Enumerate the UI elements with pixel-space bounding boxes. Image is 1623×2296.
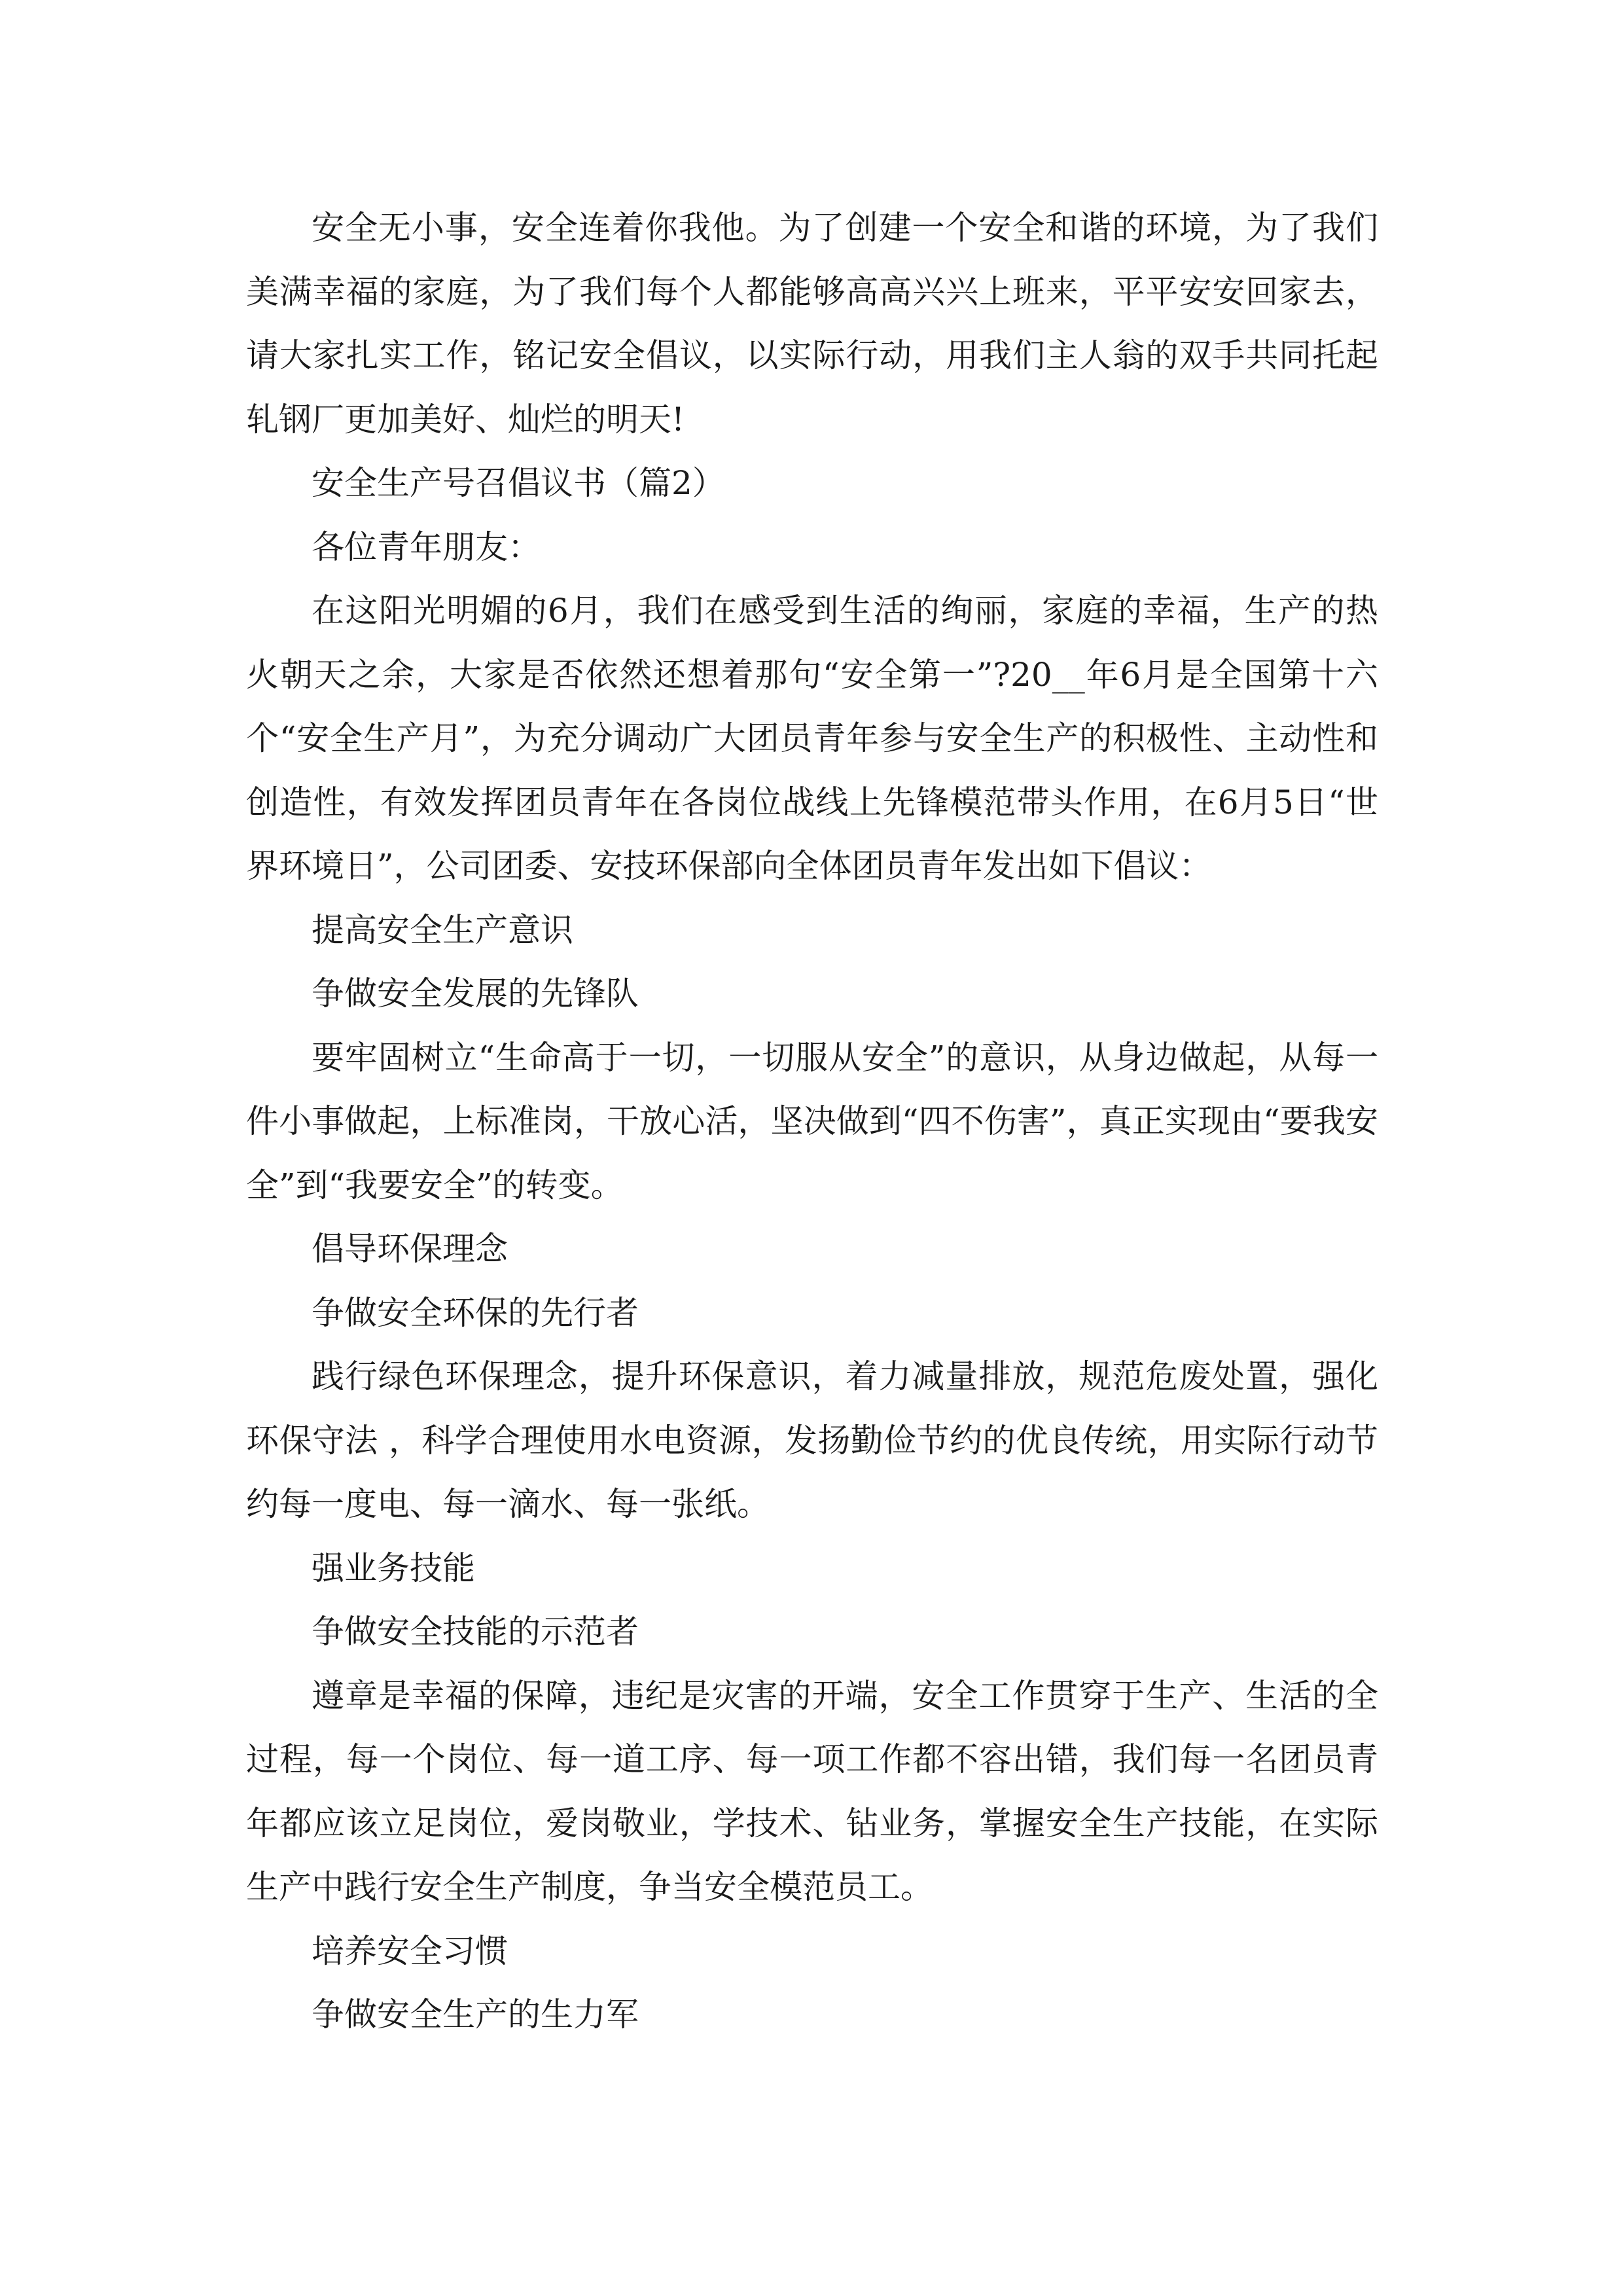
section-title: 安全生产号召倡议书（篇2） <box>312 464 725 502</box>
subheading-safety-force: 争做安全生产的生力军 <box>312 1996 639 2034</box>
paragraph-safety-awareness: 要牢固树立“生命高于一切，一切服从安全”的意识，从身边做起，从每一件小事做起，上标准岗，干放心活，坚决做到“四不伤害”，真正实现由“要我安全”到“我要安全”的转变。 <box>246 1038 1378 1204</box>
paragraph-environment: 践行绿色环保理念，提升环保意识，着力减量排放，规范危废处置，强化环保守法 ，科学合理使用水电资源，发扬勤俭节约的优良传统，用实际行动节约每一度电、每一滴水、每一张纸。 <box>246 1357 1378 1523</box>
subheading-environment-pioneer: 争做安全环保的先行者 <box>312 1293 639 1332</box>
paragraph-closing-appeal: 安全无小事，安全连着你我他。为了创建一个安全和谐的环境，为了我们美满幸福的家庭，为了我们每个人都能够高高兴兴上班来，平平安安回家去，请大家扎实工作，铭记安全倡议，以实际行动，用我们主人翁的双手共同托起轧钢厂更加美好、灿烂的明天! <box>246 209 1378 439</box>
heading-environment: 倡导环保理念 <box>312 1230 508 1268</box>
subheading-safety-pioneer: 争做安全发展的先锋队 <box>312 975 639 1013</box>
paragraph-intro: 在这阳光明媚的6月，我们在感受到生活的绚丽，家庭的幸福，生产的热火朝天之余，大家是否依然还想着那句“安全第一”?20__年6月是全国第十六个“安全生产月”，为充分调动广大团员青年参与安全生产的积极性、主动性和创造性，有效发挥团员青年在各岗位战线上先锋模范带头作用，在6月5日“世界环境日”，公司团委、安技环保部向全体团员青年发出如下倡议： <box>246 592 1378 885</box>
heading-skills: 强业务技能 <box>312 1549 475 1587</box>
paragraph-skills: 遵章是幸福的保障，违纪是灾害的开端，安全工作贯穿于生产、生活的全过程，每一个岗位、每一道工序、每一项工作都不容出错，我们每一名团员青年都应该立足岗位，爱岗敬业，学技术、钻业务，掌握安全生产技能，在实际生产中践行安全生产制度，争当安全模范员工。 <box>246 1676 1378 1906</box>
subheading-skills-model: 争做安全技能的示范者 <box>312 1613 639 1651</box>
heading-safety-awareness: 提高安全生产意识 <box>312 910 573 949</box>
heading-safety-habits: 培养安全习惯 <box>312 1931 508 1970</box>
document-body <box>246 196 1378 2047</box>
salutation: 各位青年朋友： <box>312 528 541 566</box>
